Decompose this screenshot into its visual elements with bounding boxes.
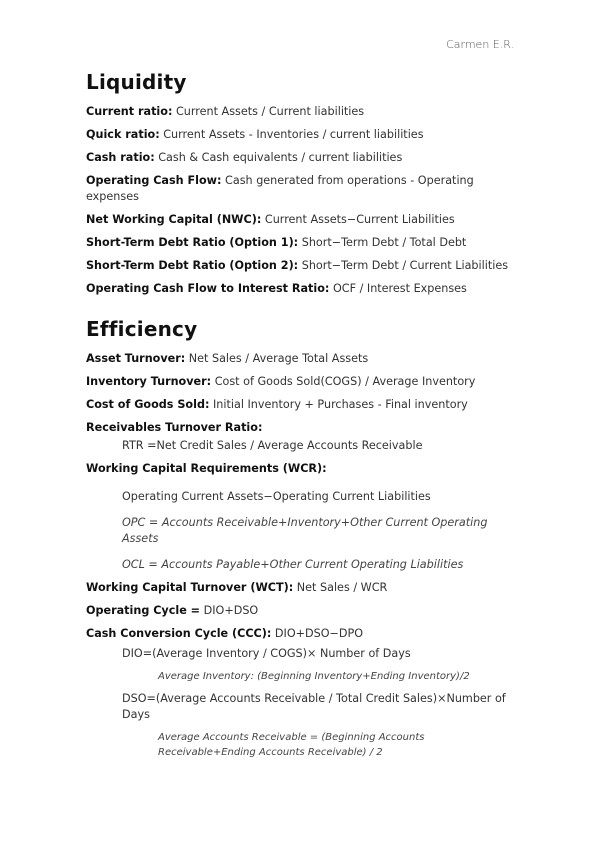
definition: Initial Inventory + Purchases - Final inventory — [213, 398, 468, 411]
term: Short-Term Debt Ratio (Option 2): — [86, 259, 299, 272]
efficiency-heading: Efficiency — [86, 317, 198, 341]
term: Short-Term Debt Ratio (Option 1): — [86, 236, 299, 249]
term: Working Capital Requirements (WCR): — [86, 462, 327, 475]
term: Quick ratio: — [86, 128, 160, 141]
ocf-interest-ratio — [86, 281, 516, 297]
term: Cash Conversion Cycle (CCC): — [86, 627, 272, 640]
term: Operating Cash Flow to Interest Ratio: — [86, 282, 330, 295]
definition: Cash generated from operations - Operating expenses — [86, 174, 474, 203]
definition: DIO+DSO — [203, 604, 259, 617]
definition: Cost of Goods Sold(COGS) / Average Inventory — [214, 375, 476, 388]
term: Operating Cycle = — [86, 604, 201, 617]
receivables-turnover — [86, 420, 516, 436]
definition: Net Sales / WCR — [296, 581, 388, 594]
cash-ratio — [86, 150, 516, 166]
rtr-formula: RTR =Net Credit Sales / Average Accounts Receivable — [122, 439, 423, 452]
definition: Net Sales / Average Total Assets — [185, 352, 369, 365]
document-body — [86, 70, 516, 767]
short-term-debt-ratio-1 — [86, 235, 516, 251]
cash-conversion-cycle — [86, 626, 516, 642]
term: Cost of Goods Sold: — [86, 398, 210, 411]
wcr-formula: Operating Current Assets−Operating Current Liabilities — [122, 490, 431, 503]
definition: Cash & Cash equivalents / current liabilities — [158, 151, 403, 164]
term: Cash ratio: — [86, 151, 155, 164]
definition: Short−Term Debt / Total Debt — [301, 236, 467, 249]
wct — [86, 580, 516, 596]
asset-turnover — [86, 351, 516, 367]
term: Working Capital Turnover (WCT): — [86, 581, 294, 594]
current-ratio — [86, 104, 516, 120]
dio-formula: DIO=(Average Inventory / COGS)× Number of Days — [122, 647, 411, 660]
term: Net Working Capital (NWC): — [86, 213, 262, 226]
author-name: Carmen E.R. — [446, 38, 514, 51]
dso-note: Average Accounts Receivable = (Beginning Accounts Receivable+Ending Accounts Receivable) / 2 — [158, 732, 425, 758]
definition: Current Assets - Inventories / current liabilities — [163, 128, 424, 141]
ocl-formula: OCL = Accounts Payable+Other Current Operating Liabilities — [122, 558, 464, 571]
definition: OCF / Interest Expenses — [332, 282, 467, 295]
opc-formula: OPC = Accounts Receivable+Inventory+Other Current Operating Assets — [122, 516, 488, 545]
short-term-debt-ratio-2 — [86, 258, 516, 274]
wcr — [86, 461, 516, 477]
inventory-turnover — [86, 374, 516, 390]
liquidity-heading: Liquidity — [86, 70, 187, 94]
operating-cash-flow — [86, 173, 516, 205]
definition: DIO+DSO−DPO — [274, 627, 364, 640]
term: Operating Cash Flow: — [86, 174, 222, 187]
term: Receivables Turnover Ratio: — [86, 421, 263, 434]
term: Inventory Turnover: — [86, 375, 212, 388]
net-working-capital — [86, 212, 516, 228]
definition: Current Assets−Current Liabilities — [264, 213, 455, 226]
term: Asset Turnover: — [86, 352, 186, 365]
term: Current ratio: — [86, 105, 173, 118]
definition: Short−Term Debt / Current Liabilities — [301, 259, 509, 272]
cost-of-goods-sold — [86, 397, 516, 413]
definition: Current Assets / Current liabilities — [175, 105, 365, 118]
dso-formula: DSO=(Average Accounts Receivable / Total Credit Sales)×Number of Days — [122, 692, 506, 721]
dio-note: Average Inventory: (Beginning Inventory+Ending Inventory)/2 — [158, 671, 470, 682]
quick-ratio — [86, 127, 516, 143]
operating-cycle — [86, 603, 516, 619]
